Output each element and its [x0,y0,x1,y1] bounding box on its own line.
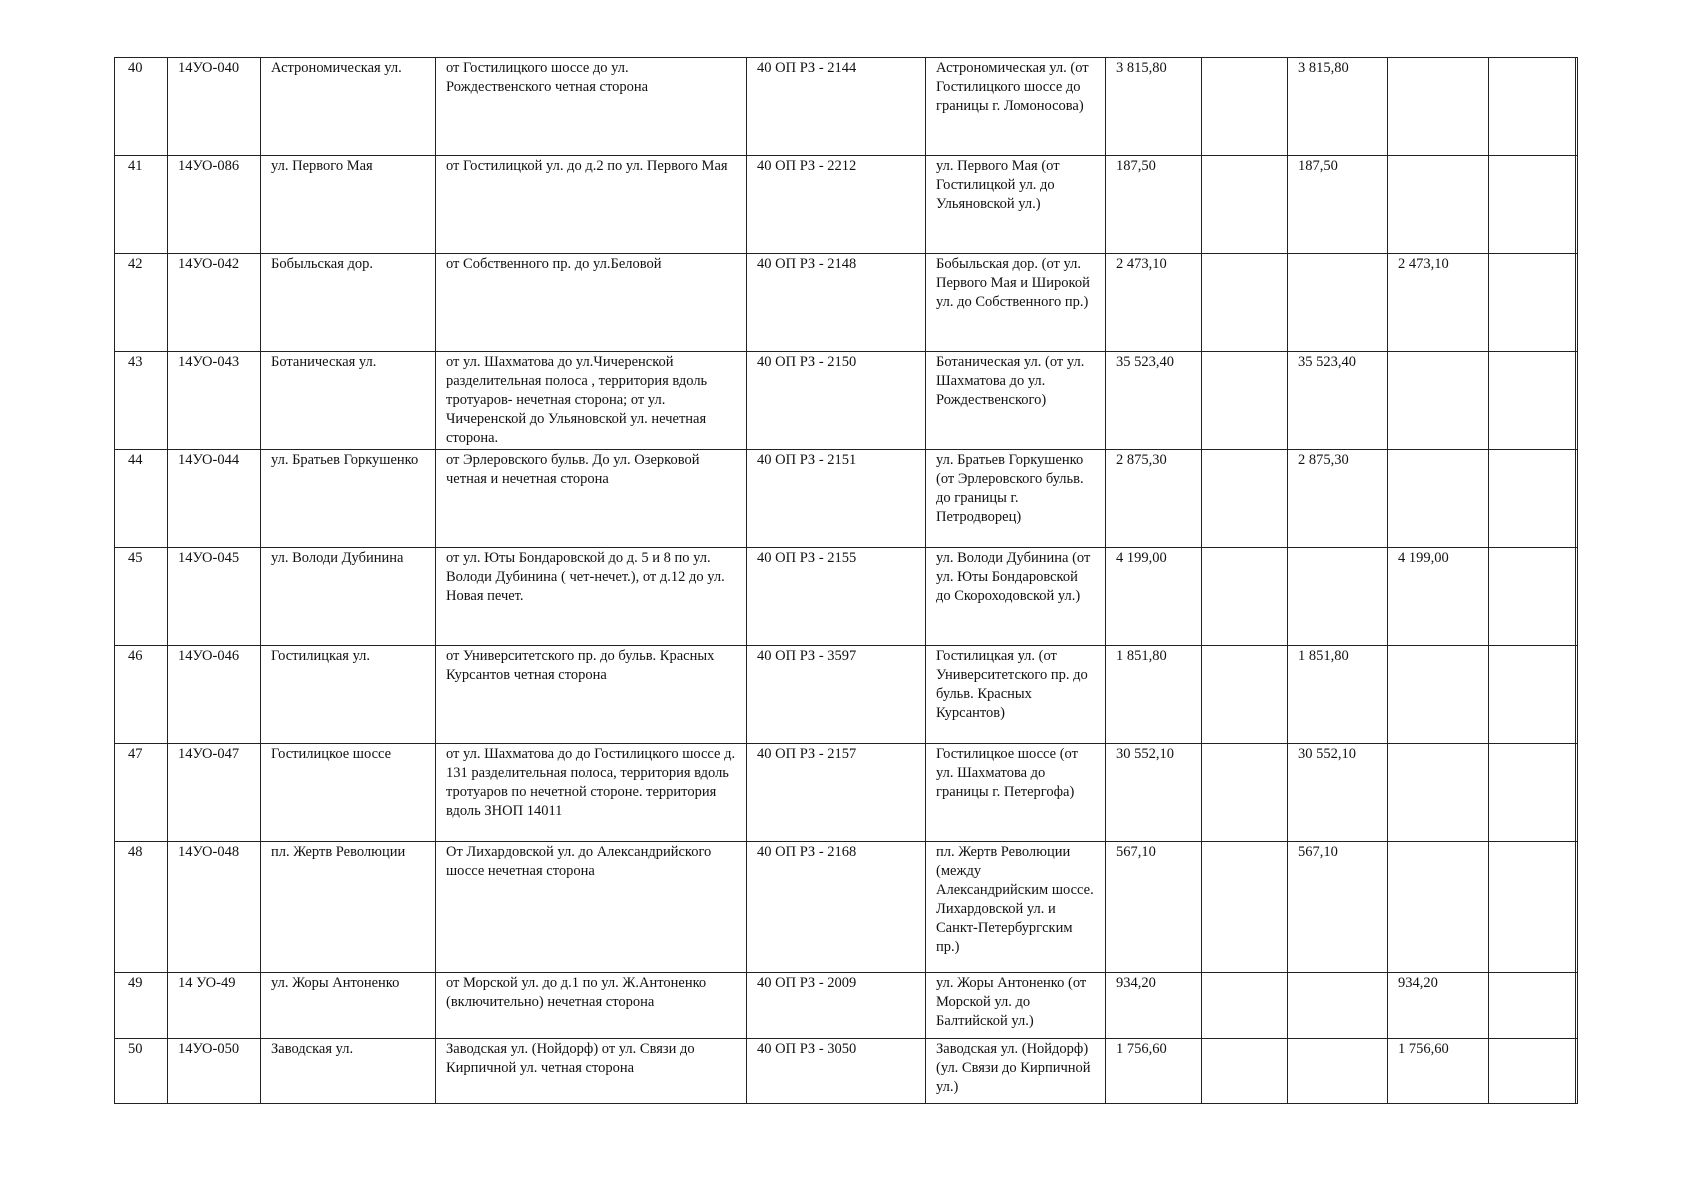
column-8-cell [1202,58,1288,156]
column-12-cell [1576,744,1578,842]
column-8-cell [1202,842,1288,973]
column-9-cell: 187,50 [1288,156,1388,254]
column-11-cell [1489,450,1576,548]
column-12-cell [1576,842,1578,973]
row-number-cell: 44 [115,450,168,548]
column-9-cell: 567,10 [1288,842,1388,973]
registration-number-cell: 40 ОП РЗ - 2155 [747,548,926,646]
column-10-cell: 4 199,00 [1388,548,1489,646]
column-10-cell [1388,450,1489,548]
column-10-cell [1388,646,1489,744]
road-code-cell: 14УО-086 [168,156,261,254]
row-number-cell: 46 [115,646,168,744]
section-description-cell: от ул. Шахматова до ул.Чичеренской разделительная полоса , территория вдоль тротуаров- нечетная сторона; от ул. Чичеренской до Ульяновской ул. нечетная сторона. [436,352,747,450]
row-number-cell: 41 [115,156,168,254]
column-9-cell: 1 851,80 [1288,646,1388,744]
column-8-cell [1202,450,1288,548]
column-8-cell [1202,254,1288,352]
column-11-cell [1489,842,1576,973]
column-12-cell [1576,450,1578,548]
table-row [115,156,1578,254]
column-12-cell [1576,156,1578,254]
row-number-cell: 43 [115,352,168,450]
row-number-cell: 42 [115,254,168,352]
column-9-cell [1288,973,1388,1039]
table-row [115,1039,1578,1104]
column-11-cell [1489,156,1576,254]
registration-number-cell: 40 ОП РЗ - 2157 [747,744,926,842]
total-area-cell: 2 473,10 [1106,254,1202,352]
road-code-cell: 14УО-046 [168,646,261,744]
total-area-cell: 2 875,30 [1106,450,1202,548]
road-name-cell: Бобыльская дор. [261,254,436,352]
total-area-cell: 30 552,10 [1106,744,1202,842]
column-8-cell [1202,1039,1288,1104]
row-number-cell: 40 [115,58,168,156]
road-name-cell: пл. Жертв Революции [261,842,436,973]
row-number-cell: 50 [115,1039,168,1104]
column-9-cell: 3 815,80 [1288,58,1388,156]
table-row [115,450,1578,548]
column-12-cell [1576,646,1578,744]
column-10-cell: 2 473,10 [1388,254,1489,352]
column-10-cell: 934,20 [1388,973,1489,1039]
road-description-cell: Ботаническая ул. (от ул. Шахматова до ул. Рождественского) [926,352,1106,450]
column-12-cell [1576,352,1578,450]
registration-number-cell: 40 ОП РЗ - 3050 [747,1039,926,1104]
column-12-cell [1576,254,1578,352]
column-10-cell [1388,744,1489,842]
road-description-cell: ул. Жоры Антоненко (от Морской ул. до Балтийской ул.) [926,973,1106,1039]
table-row [115,58,1578,156]
column-8-cell [1202,973,1288,1039]
table-row [115,973,1578,1039]
road-name-cell: Астрономическая ул. [261,58,436,156]
row-number-cell: 45 [115,548,168,646]
registration-number-cell: 40 ОП РЗ - 2151 [747,450,926,548]
registration-number-cell: 40 ОП РЗ - 2212 [747,156,926,254]
total-area-cell: 567,10 [1106,842,1202,973]
section-description-cell: от ул. Юты Бондаровской до д. 5 и 8 по ул. Володи Дубинина ( чет-нечет.), от д.12 до ул. Новая печет. [436,548,747,646]
column-8-cell [1202,156,1288,254]
row-number-cell: 48 [115,842,168,973]
road-code-cell: 14УО-042 [168,254,261,352]
column-8-cell [1202,646,1288,744]
total-area-cell: 1 851,80 [1106,646,1202,744]
table-row [115,548,1578,646]
road-name-cell: ул. Жоры Антоненко [261,973,436,1039]
section-description-cell: от Гостилицкого шоссе до ул. Рождественского четная сторона [436,58,747,156]
total-area-cell: 1 756,60 [1106,1039,1202,1104]
road-code-cell: 14УО-043 [168,352,261,450]
table-row [115,744,1578,842]
column-12-cell [1576,1039,1578,1104]
road-description-cell: ул. Володи Дубинина (от ул. Юты Бондаровской до Скороходовской ул.) [926,548,1106,646]
column-12-cell [1576,973,1578,1039]
road-code-cell: 14УО-044 [168,450,261,548]
total-area-cell: 35 523,40 [1106,352,1202,450]
column-9-cell [1288,254,1388,352]
road-name-cell: Гостилицкое шоссе [261,744,436,842]
table-row [115,352,1578,450]
registration-number-cell: 40 ОП РЗ - 3597 [747,646,926,744]
column-8-cell [1202,548,1288,646]
road-description-cell: Гостилицкая ул. (от Университетского пр. до бульв. Красных Курсантов) [926,646,1106,744]
road-name-cell: ул. Первого Мая [261,156,436,254]
section-description-cell: От Лихардовской ул. до Александрийского шоссе нечетная сторона [436,842,747,973]
table-row [115,646,1578,744]
column-9-cell: 35 523,40 [1288,352,1388,450]
table-body [115,58,1578,1104]
road-code-cell: 14УО-040 [168,58,261,156]
section-description-cell: Заводская ул. (Нойдорф) от ул. Связи до Кирпичной ул. четная сторона [436,1039,747,1104]
road-description-cell: Астрономическая ул. (от Гостилицкого шоссе до границы г. Ломоносова) [926,58,1106,156]
registration-number-cell: 40 ОП РЗ - 2009 [747,973,926,1039]
column-11-cell [1489,352,1576,450]
road-description-cell: пл. Жертв Революции (между Александрийским шоссе. Лихардовской ул. и Санкт-Петербургским пр.) [926,842,1106,973]
registration-number-cell: 40 ОП РЗ - 2150 [747,352,926,450]
road-code-cell: 14УО-047 [168,744,261,842]
column-9-cell [1288,548,1388,646]
column-10-cell [1388,842,1489,973]
road-name-cell: ул. Братьев Горкушенко [261,450,436,548]
row-number-cell: 47 [115,744,168,842]
column-11-cell [1489,973,1576,1039]
column-11-cell [1489,254,1576,352]
road-description-cell: ул. Братьев Горкушенко (от Эрлеровского бульв. до границы г. Петродворец) [926,450,1106,548]
column-8-cell [1202,352,1288,450]
column-10-cell [1388,58,1489,156]
column-9-cell: 30 552,10 [1288,744,1388,842]
total-area-cell: 934,20 [1106,973,1202,1039]
road-description-cell: Заводская ул. (Нойдорф) (ул. Связи до Кирпичной ул.) [926,1039,1106,1104]
column-11-cell [1489,1039,1576,1104]
column-10-cell [1388,352,1489,450]
registration-number-cell: 40 ОП РЗ - 2148 [747,254,926,352]
column-10-cell [1388,156,1489,254]
total-area-cell: 187,50 [1106,156,1202,254]
table-row [115,254,1578,352]
section-description-cell: от ул. Шахматова до до Гостилицкого шоссе д. 131 разделительная полоса, территория вдоль тротуаров по нечетной стороне. территория вдоль ЗНОП 14011 [436,744,747,842]
road-code-cell: 14УО-045 [168,548,261,646]
table-row [115,842,1578,973]
road-code-cell: 14УО-048 [168,842,261,973]
column-11-cell [1489,58,1576,156]
registration-number-cell: 40 ОП РЗ - 2144 [747,58,926,156]
row-number-cell: 49 [115,973,168,1039]
road-name-cell: Заводская ул. [261,1039,436,1104]
section-description-cell: от Эрлеровского бульв. До ул. Озерковой четная и нечетная сторона [436,450,747,548]
total-area-cell: 4 199,00 [1106,548,1202,646]
column-12-cell [1576,58,1578,156]
column-10-cell: 1 756,60 [1388,1039,1489,1104]
column-8-cell [1202,744,1288,842]
road-name-cell: Ботаническая ул. [261,352,436,450]
road-code-cell: 14 УО-49 [168,973,261,1039]
column-11-cell [1489,548,1576,646]
road-description-cell: ул. Первого Мая (от Гостилицкой ул. до Ульяновской ул.) [926,156,1106,254]
roads-table [114,57,1578,1104]
road-description-cell: Гостилицкое шоссе (от ул. Шахматова до границы г. Петергофа) [926,744,1106,842]
road-name-cell: ул. Володи Дубинина [261,548,436,646]
section-description-cell: от Университетского пр. до бульв. Красных Курсантов четная сторона [436,646,747,744]
section-description-cell: от Собственного пр. до ул.Беловой [436,254,747,352]
road-code-cell: 14УО-050 [168,1039,261,1104]
section-description-cell: от Морской ул. до д.1 по ул. Ж.Антоненко (включительно) нечетная сторона [436,973,747,1039]
registration-number-cell: 40 ОП РЗ - 2168 [747,842,926,973]
total-area-cell: 3 815,80 [1106,58,1202,156]
column-9-cell: 2 875,30 [1288,450,1388,548]
section-description-cell: от Гостилицкой ул. до д.2 по ул. Первого Мая [436,156,747,254]
column-11-cell [1489,744,1576,842]
column-12-cell [1576,548,1578,646]
column-11-cell [1489,646,1576,744]
column-9-cell [1288,1039,1388,1104]
road-description-cell: Бобыльская дор. (от ул. Первого Мая и Широкой ул. до Собственного пр.) [926,254,1106,352]
road-name-cell: Гостилицкая ул. [261,646,436,744]
